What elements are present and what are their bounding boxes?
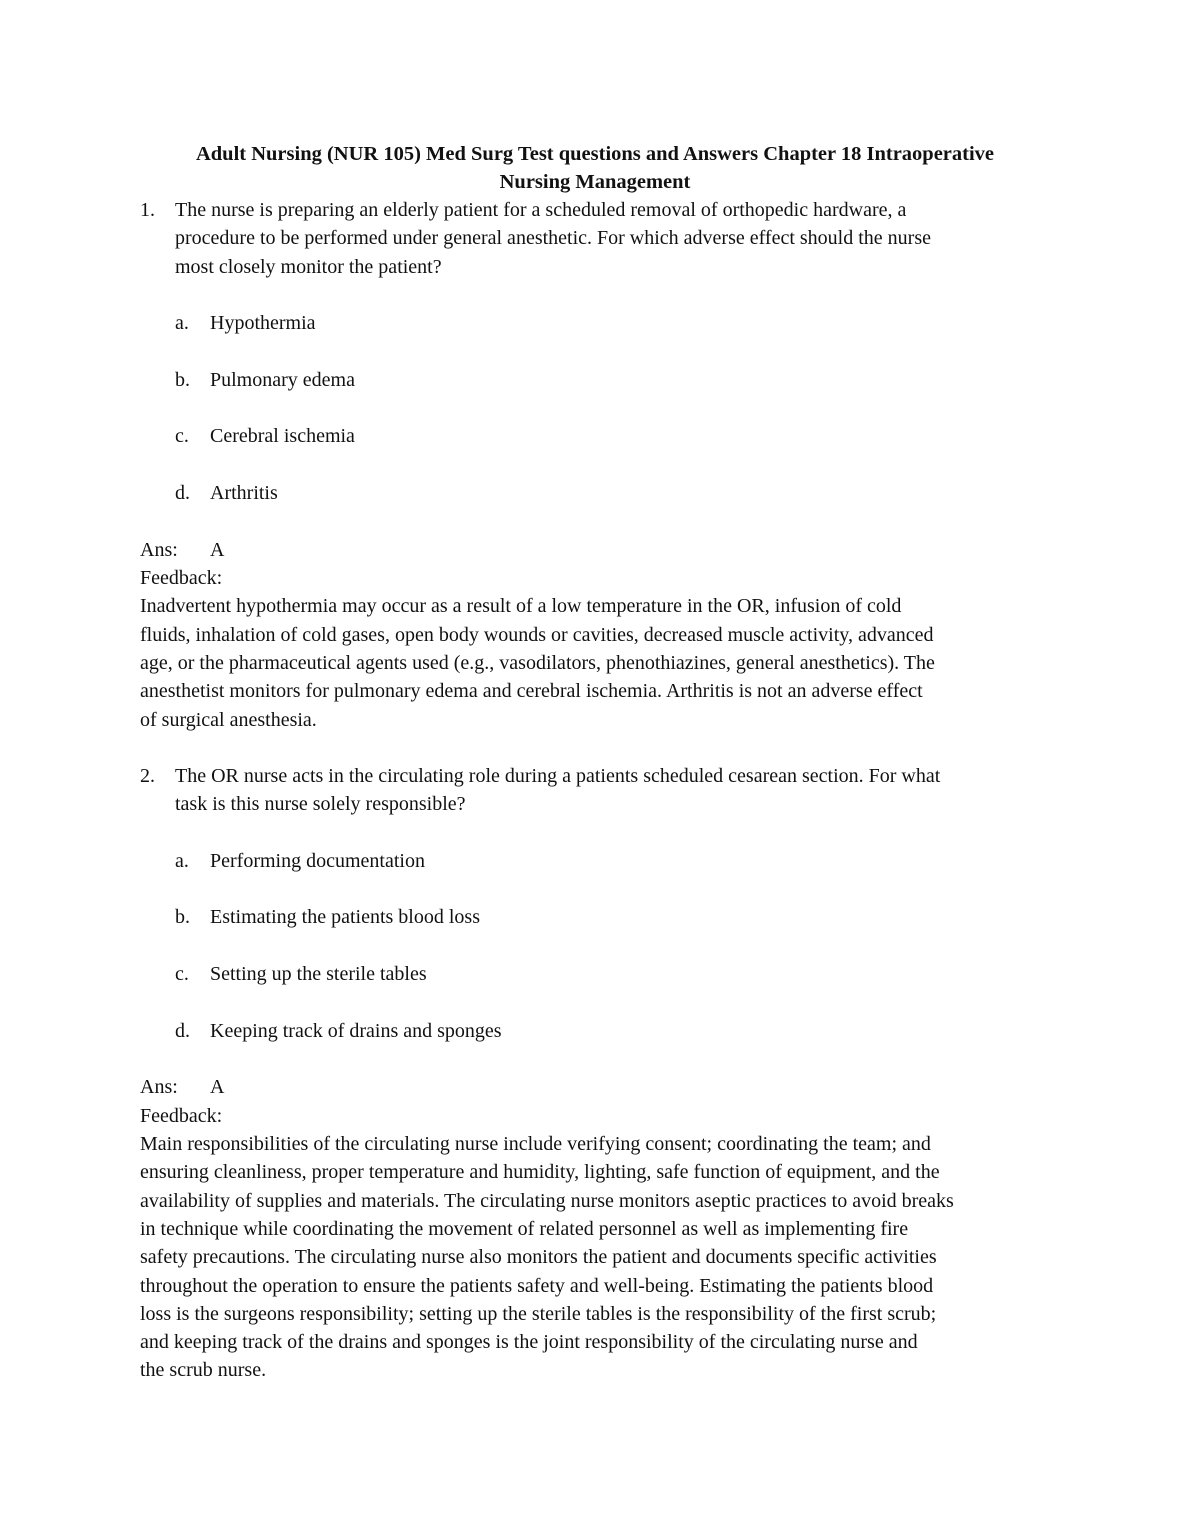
answer-label: Ans: bbox=[140, 1076, 178, 1099]
feedback-text-line: ensuring cleanliness, proper temperature and humidity, lighting, safe function of equipment, and the bbox=[140, 1161, 940, 1184]
feedback-text-line: fluids, inhalation of cold gases, open body wounds or cavities, decreased muscle activity, advanced bbox=[140, 623, 934, 646]
answer-value: A bbox=[210, 1076, 225, 1099]
option-text: Performing documentation bbox=[210, 849, 425, 872]
feedback-label: Feedback: bbox=[140, 567, 223, 589]
question-text-line: most closely monitor the patient? bbox=[175, 255, 442, 278]
title-line-1: Adult Nursing (NUR 105) Med Surg Test questions and Answers Chapter 18 Intraoperative bbox=[195, 143, 995, 165]
feedback-text-line: safety precautions. The circulating nurse also monitors the patient and documents specific activities bbox=[140, 1246, 937, 1269]
feedback-text-line: throughout the operation to ensure the patients safety and well-being. Estimating the patients blood bbox=[140, 1274, 934, 1297]
feedback-text-line: and keeping track of the drains and sponges is the joint responsibility of the circulating nurse and bbox=[140, 1331, 918, 1354]
option-letter: c. bbox=[175, 963, 189, 985]
answer-value: A bbox=[210, 538, 225, 561]
option-letter: c. bbox=[175, 425, 189, 448]
option-text: Cerebral ischemia bbox=[210, 425, 355, 448]
question-text-line: procedure to be performed under general anesthetic. For which adverse effect should the nurse bbox=[175, 227, 931, 250]
feedback-text-line: of surgical anesthesia. bbox=[140, 708, 317, 731]
feedback-text-line: the scrub nurse. bbox=[140, 1359, 267, 1382]
feedback-text-line: Inadvertent hypothermia may occur as a result of a low temperature in the OR, infusion of cold bbox=[140, 595, 902, 618]
option-letter: a. bbox=[175, 849, 189, 872]
document-title bbox=[0, 140, 1190, 196]
option-text: Pulmonary edema bbox=[210, 368, 355, 391]
option-letter: b. bbox=[175, 368, 190, 391]
answer-label: Ans: bbox=[140, 538, 178, 561]
option-letter: a. bbox=[175, 311, 189, 334]
option-letter: d. bbox=[175, 1019, 190, 1042]
feedback-text-line: age, or the pharmaceutical agents used (e.g., vasodilators, phenothiazines, general anesthetics). The bbox=[140, 651, 935, 674]
feedback-text-line: in technique while coordinating the movement of related personnel as well as implementing fire bbox=[140, 1217, 909, 1240]
feedback-text-line: availability of supplies and materials. The circulating nurse monitors aseptic practices to avoid breaks bbox=[140, 1189, 954, 1212]
option-letter: b. bbox=[175, 906, 190, 929]
feedback-text-line: Main responsibilities of the circulating nurse include verifying consent; coordinating the team; and bbox=[140, 1133, 931, 1155]
option-text: Hypothermia bbox=[210, 311, 316, 334]
feedback-text-line: anesthetist monitors for pulmonary edema and cerebral ischemia. Arthritis is not an adverse effect bbox=[140, 680, 923, 703]
question-text-line: The nurse is preparing an elderly patient for a scheduled removal of orthopedic hardware, a bbox=[175, 199, 907, 221]
feedback-text-line: loss is the surgeons responsibility; setting up the sterile tables is the responsibility of the first scrub; bbox=[140, 1302, 937, 1325]
option-text: Arthritis bbox=[210, 482, 278, 504]
option-text: Setting up the sterile tables bbox=[210, 963, 427, 985]
feedback-label: Feedback: bbox=[140, 1104, 223, 1127]
title-line-2: Nursing Management bbox=[499, 171, 691, 193]
question-text-line: task is this nurse solely responsible? bbox=[175, 793, 466, 816]
option-text: Estimating the patients blood loss bbox=[210, 906, 480, 929]
option-text: Keeping track of drains and sponges bbox=[210, 1019, 502, 1042]
question-number: 2. bbox=[140, 765, 155, 787]
question-text-line: The OR nurse acts in the circulating role during a patients scheduled cesarean section. For what bbox=[175, 765, 941, 787]
question-number: 1. bbox=[140, 199, 155, 221]
option-letter: d. bbox=[175, 482, 190, 504]
